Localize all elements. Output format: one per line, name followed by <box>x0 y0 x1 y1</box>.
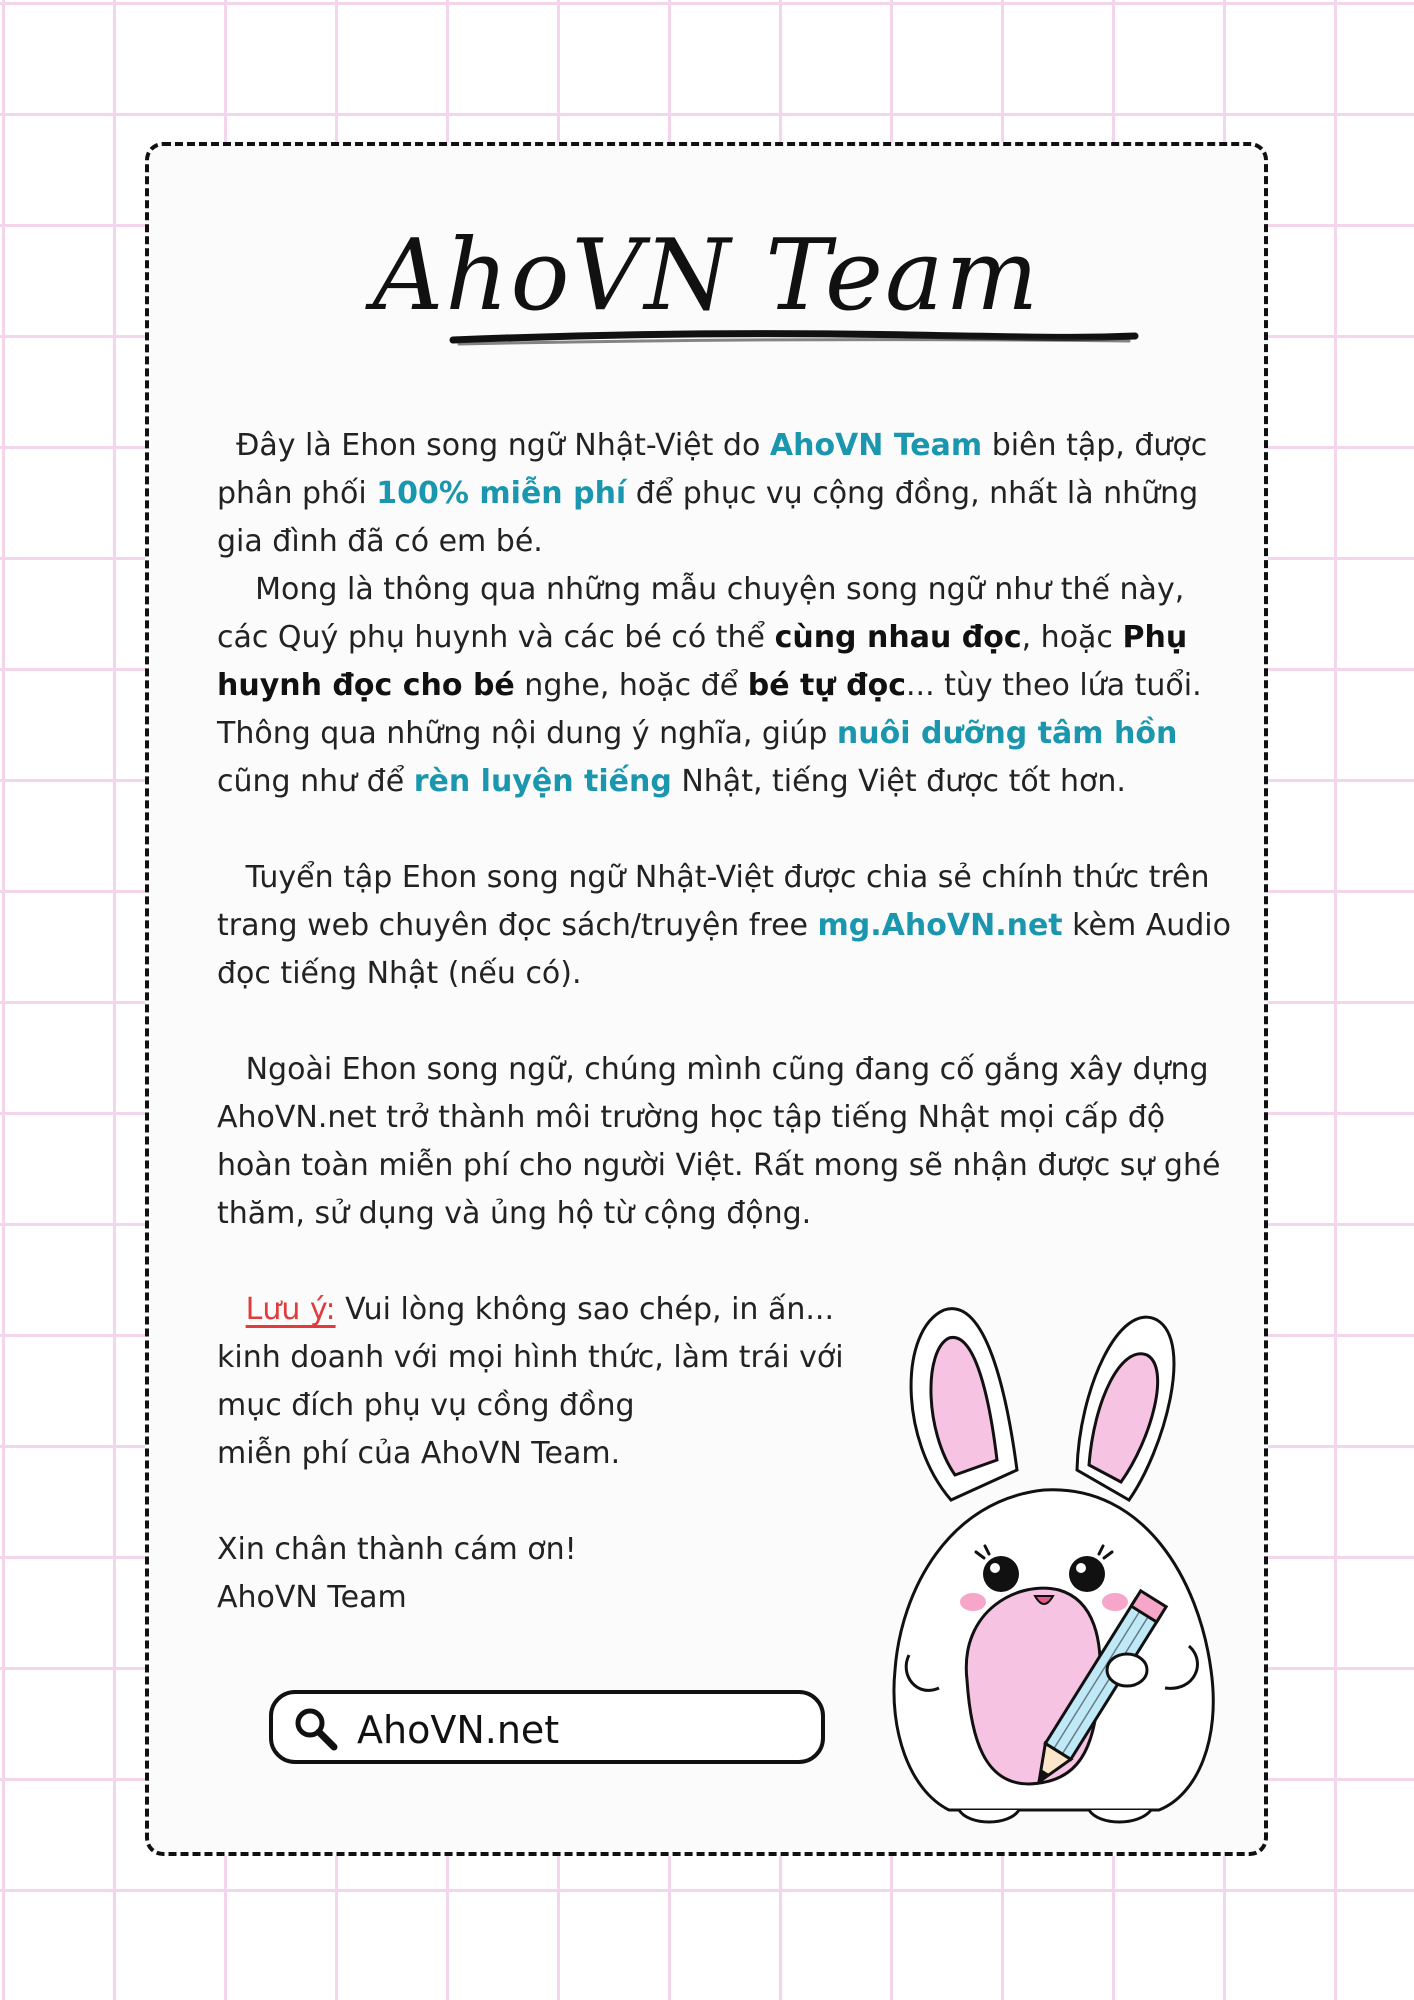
text-run: Tuyển tập Ehon song ngữ Nhật-Việt được chia sẻ chính thức trên trang web chuyên đọc sách/truyện free <box>217 860 1210 943</box>
note-label: Lưu ý: <box>245 1292 336 1327</box>
bold-parent-reads: Phụ huynh đọc cho bé <box>217 620 1188 703</box>
search-domain: AhoVN.net <box>357 1708 560 1752</box>
title-area <box>149 216 1264 336</box>
search-icon <box>293 1706 339 1752</box>
spacer <box>217 806 1237 854</box>
text-run: để phục vụ cộng đồng, nhất là những gia đình đã có em bé. <box>217 476 1199 559</box>
text-run: Ngoài Ehon song ngữ, chúng mình cũng đang cố gắng xây dựng AhoVN.net trở thành môi trường học tập tiếng Nhật mọi cấp độ hoàn toàn miễn phí cho người Việt. Rất mong sẽ nhận được sự ghé thăm, sử dụng và ủng hộ từ cộng động. <box>217 1052 1221 1231</box>
highlight-practice: rèn luyện tiếng <box>413 764 672 799</box>
title-underline <box>449 326 1139 350</box>
text-run: ... tùy theo lứa tuổi. Thông qua những nội dung ý nghĩa, giúp <box>217 668 1202 751</box>
paragraph-intro <box>217 422 1237 566</box>
page-title: AhoVN Team <box>372 219 1041 333</box>
text-run: Nhật, tiếng Việt được tốt hơn. <box>671 764 1126 799</box>
bold-read-together: cùng nhau đọc <box>774 620 1022 655</box>
info-card <box>145 142 1268 1856</box>
website-link[interactable]: mg.AhoVN.net <box>817 908 1063 943</box>
closing-signature: AhoVN Team <box>217 1580 407 1615</box>
bold-self-read: bé tự đọc <box>747 668 907 703</box>
spacer <box>217 1238 1237 1286</box>
note-line: miễn phí của AhoVN Team. <box>217 1436 621 1471</box>
highlight-nurture: nuôi dưỡng tâm hồn <box>836 716 1178 751</box>
paragraph-purpose <box>217 566 1237 806</box>
spacer <box>217 998 1237 1046</box>
highlight-team: AhoVN Team <box>769 428 983 463</box>
text-run: nghe, hoặc để <box>514 668 748 703</box>
bunny-illustration <box>889 1290 1229 1830</box>
highlight-free: 100% miễn phí <box>376 476 627 511</box>
note-line: kinh doanh với mọi hình thức, làm trái với <box>217 1340 844 1375</box>
text-run: Mong là thông qua những mẫu chuyện song ngữ như thế này, các Quý phụ huynh và các bé có thể <box>217 572 1185 655</box>
text-run: biên tập, được phân phối <box>217 428 1208 511</box>
text-run: , hoặc <box>1021 620 1123 655</box>
paragraph-mission <box>217 1046 1237 1238</box>
note-line: Vui lòng không sao chép, in ấn... <box>335 1292 834 1327</box>
closing-thanks: Xin chân thành cám ơn! <box>217 1532 577 1567</box>
paragraph-website <box>217 854 1237 998</box>
text-run: Đây là Ehon song ngữ Nhật-Việt do <box>236 428 770 463</box>
text-run: cũng như để <box>217 764 414 799</box>
text-run: kèm Audio đọc tiếng Nhật (nếu có). <box>217 908 1231 991</box>
note-line: mục đích phụ vụ cồng đồng <box>217 1388 635 1423</box>
search-bar[interactable] <box>269 1690 825 1764</box>
